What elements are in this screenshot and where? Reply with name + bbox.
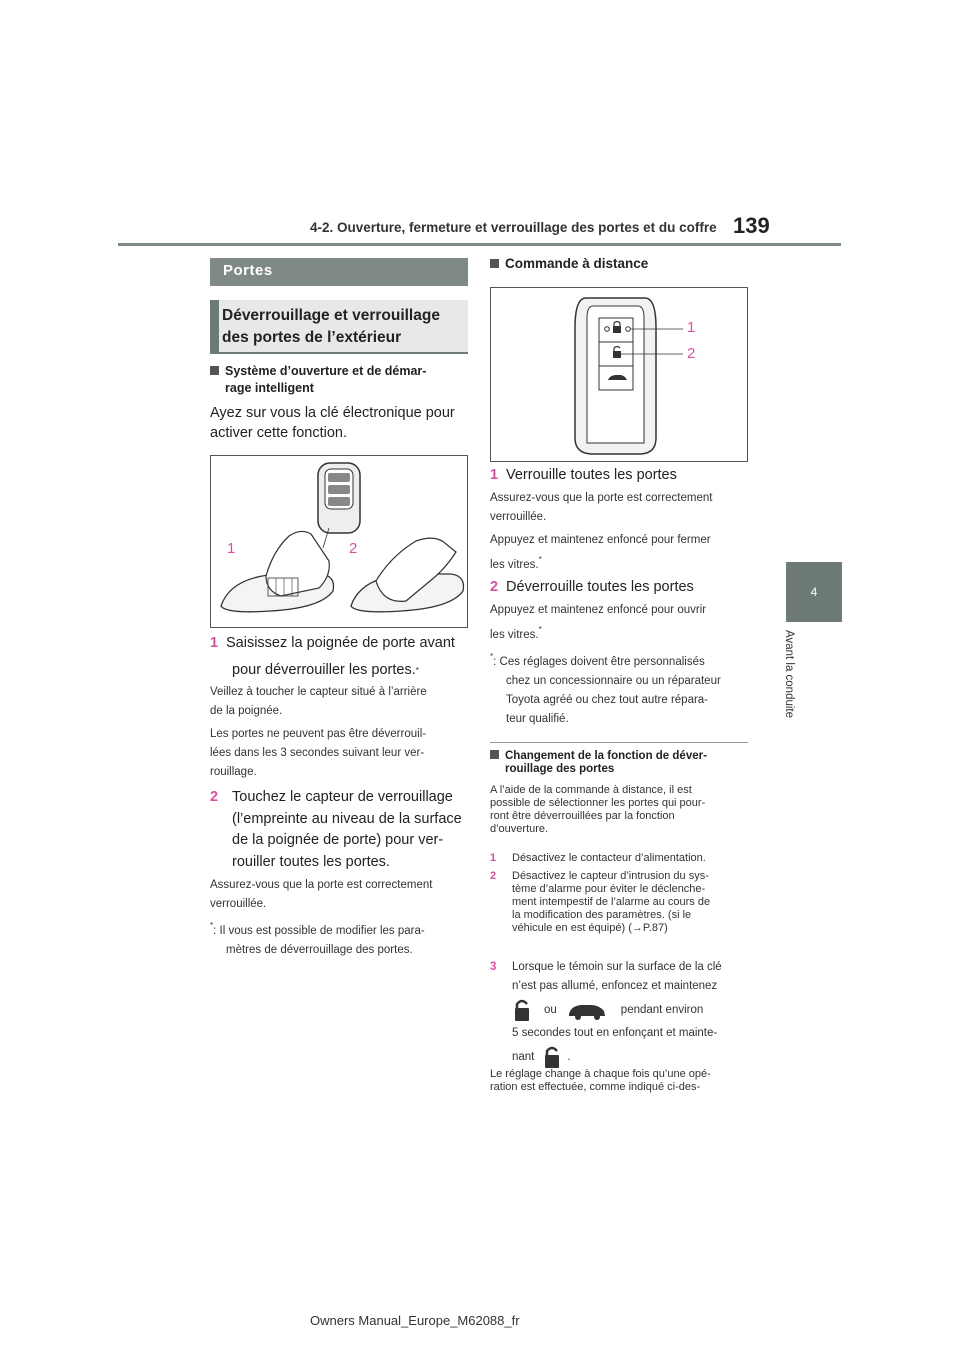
- unlock-button-icon: [542, 1044, 564, 1070]
- header-rule: [118, 243, 841, 246]
- heading2-line1: Changement de la fonction de déver-: [505, 750, 707, 762]
- s3-pendant: pendant environ: [620, 1003, 704, 1016]
- s2-line2: tème d’alarme pour éviter le déclenche-: [512, 883, 706, 895]
- remote-key-figure: [490, 287, 748, 462]
- left-footnote: [210, 916, 470, 960]
- para-line3: ront être déverrouillées par la fonction: [490, 810, 675, 822]
- right-sub-step-3: [490, 958, 752, 1071]
- right-step-2: [490, 577, 750, 597]
- para-line2: possible de sélectionner les portes qui pour-: [490, 797, 706, 809]
- s3-icon-line: [490, 996, 752, 1024]
- step2-line2: (l’empreinte au niveau de la surface: [232, 810, 462, 827]
- right-sub-step-1: [490, 852, 752, 865]
- door-handle-illustration: [211, 456, 469, 629]
- footer-doc-id: Owners Manual_Europe_M62088_fr: [310, 1313, 520, 1328]
- rnote3-line1: Appuyez et maintenez enfoncé pour ouvrir: [490, 604, 707, 616]
- rfootnote-line3: Toyota agréé ou chez tout autre répara-: [506, 694, 709, 706]
- para-line1: A l’aide de la commande à distance, il est: [490, 784, 692, 796]
- subsection-title-line1: Déverrouillage et verrouillage: [222, 307, 440, 324]
- footnote-marker: *: [538, 625, 542, 634]
- subsection-title-line2: des portes de l’extérieur: [222, 329, 402, 346]
- s3-nant-line: [490, 1043, 752, 1071]
- s3-line1: Lorsque le témoin sur la surface de la clé: [512, 961, 722, 973]
- left-intro: [210, 403, 470, 443]
- figure-label-1: 1: [227, 540, 236, 557]
- s3-dot: .: [567, 1050, 571, 1063]
- right-heading-text: Commande à distance: [505, 256, 649, 271]
- rfootnote-line1: : Ces réglages doivent être personnalisés: [493, 656, 705, 668]
- s2-line3: ment intempestif de l’alarme au cours de: [512, 896, 711, 908]
- chapter-tab-text: Avant la conduite: [783, 630, 795, 719]
- rnote3-line2: les vitres.: [490, 629, 539, 641]
- s2-line4: la modification des paramètres. (si le: [512, 909, 692, 921]
- car-trunk-icon: [567, 999, 607, 1021]
- step-number: 2: [490, 579, 499, 595]
- rnote2-line1: Appuyez et maintenez enfoncé pour fermer: [490, 534, 711, 546]
- para-line4: d’ouverture.: [490, 823, 549, 835]
- note1-line1: Veillez à toucher le capteur situé à l’arrière: [210, 686, 427, 698]
- right-heading: [490, 255, 750, 272]
- door-handle-figure: [210, 455, 468, 628]
- step-number: 1: [490, 852, 497, 864]
- note2-line1: Les portes ne peuvent pas être déverrouil-: [210, 728, 427, 740]
- left-heading-line2: rage intelligent: [225, 381, 314, 395]
- s3-ou: ou: [544, 1003, 557, 1016]
- rnote1-line1: Assurez-vous que la porte est correctement: [490, 492, 713, 504]
- square-bullet-icon: [490, 750, 499, 759]
- left-note-1: [210, 683, 470, 721]
- step1-line1: Saisissez la poignée de porte avant: [226, 635, 455, 651]
- right-note-1: [490, 489, 750, 527]
- step2-line3: de la poignée de porte) pour ver-: [232, 832, 444, 848]
- section-divider: [490, 742, 748, 743]
- left-note-3: [210, 876, 470, 914]
- square-bullet-icon: [210, 366, 219, 375]
- note1-line2: de la poignée.: [210, 705, 283, 717]
- remote-label-1: 1: [687, 319, 696, 336]
- page-number: 139: [733, 213, 770, 238]
- step-number: 2: [490, 870, 497, 882]
- chapter-header: 4-2. Ouverture, fermeture et verrouillage des portes et du coffre: [310, 220, 717, 235]
- intro-line1: Ayez sur vous la clé électronique pour: [210, 405, 455, 421]
- rfootnote-line2: chez un concessionnaire ou un réparateur: [506, 675, 721, 687]
- step-number: 1: [210, 635, 219, 651]
- s3-line4: 5 secondes tout en enfonçant et mainte-: [512, 1027, 718, 1039]
- s2-line1: Désactivez le capteur d’intrusion du sys-: [512, 870, 709, 882]
- last-line2: ration est effectuée, comme indiqué ci-des-: [490, 1081, 701, 1093]
- step1-text: Verrouille toutes les portes: [506, 467, 677, 483]
- step2-text: Déverrouille toutes les portes: [506, 579, 694, 595]
- right-last-para: [490, 1068, 752, 1094]
- right-note-3: [490, 601, 750, 645]
- rfootnote-line4: teur qualifié.: [506, 713, 569, 725]
- left-step-2: [210, 787, 472, 873]
- figure-label-2: 2: [349, 540, 358, 557]
- note2-line3: rouillage.: [210, 766, 257, 778]
- heading2-line2: rouillage des portes: [505, 763, 615, 775]
- left-note-2: [210, 725, 470, 782]
- section-band: Portes: [210, 258, 468, 286]
- right-step-1: [490, 465, 750, 485]
- right-para: [490, 784, 752, 836]
- s3-nant: nant: [512, 1050, 535, 1063]
- right-sub-step-2: [490, 870, 752, 935]
- s2-line5: véhicule en est équipé) (: [512, 922, 632, 934]
- step-number: 3: [490, 961, 497, 973]
- step2-line1: Touchez le capteur de verrouillage: [232, 789, 453, 805]
- remote-label-2: 2: [687, 345, 696, 362]
- rnote2-line2: les vitres.: [490, 559, 539, 571]
- right-heading-2: [490, 750, 752, 776]
- remote-key-illustration: [491, 288, 749, 463]
- footnote-marker: *: [415, 666, 419, 675]
- square-bullet-icon: [490, 259, 499, 268]
- s1-text: Désactivez le contacteur d’alimentation.: [512, 852, 706, 864]
- right-note-2: [490, 531, 750, 575]
- left-heading-line1: Système d’ouverture et de démar-: [225, 364, 427, 378]
- right-footnote: [490, 647, 752, 729]
- step1-line2: pour déverrouiller les portes.: [232, 662, 416, 678]
- note3-line2: verrouillée.: [210, 898, 267, 910]
- footnote-star: *: [210, 921, 214, 930]
- note3-line1: Assurez-vous que la porte est correctement: [210, 879, 433, 891]
- footnote-marker: *: [538, 555, 542, 564]
- footnote-line1: : Il vous est possible de modifier les para-: [213, 925, 425, 937]
- step-number: 1: [490, 467, 499, 483]
- page-reference-link[interactable]: →P.87): [631, 922, 668, 934]
- left-heading: [210, 363, 470, 397]
- lock-button-icon: [512, 997, 534, 1023]
- rnote1-line2: verrouillée.: [490, 511, 547, 523]
- chapter-tab: 4: [786, 562, 842, 622]
- s3-line2: n’est pas allumé, enfoncez et maintenez: [512, 980, 718, 992]
- intro-line2: activer cette fonction.: [210, 425, 348, 441]
- chapter-tab-label: [760, 630, 830, 750]
- footnote-star: *: [490, 652, 494, 661]
- step-number: 2: [210, 789, 219, 805]
- subsection-band: [210, 300, 468, 354]
- note2-line2: lées dans les 3 secondes suivant leur ver-: [210, 747, 425, 759]
- last-line1: Le réglage change à chaque fois qu’une opé-: [490, 1068, 711, 1080]
- footnote-line2: mètres de déverrouillage des portes.: [226, 944, 413, 956]
- left-step-1: [210, 632, 470, 682]
- step2-line4: rouiller toutes les portes.: [232, 853, 390, 870]
